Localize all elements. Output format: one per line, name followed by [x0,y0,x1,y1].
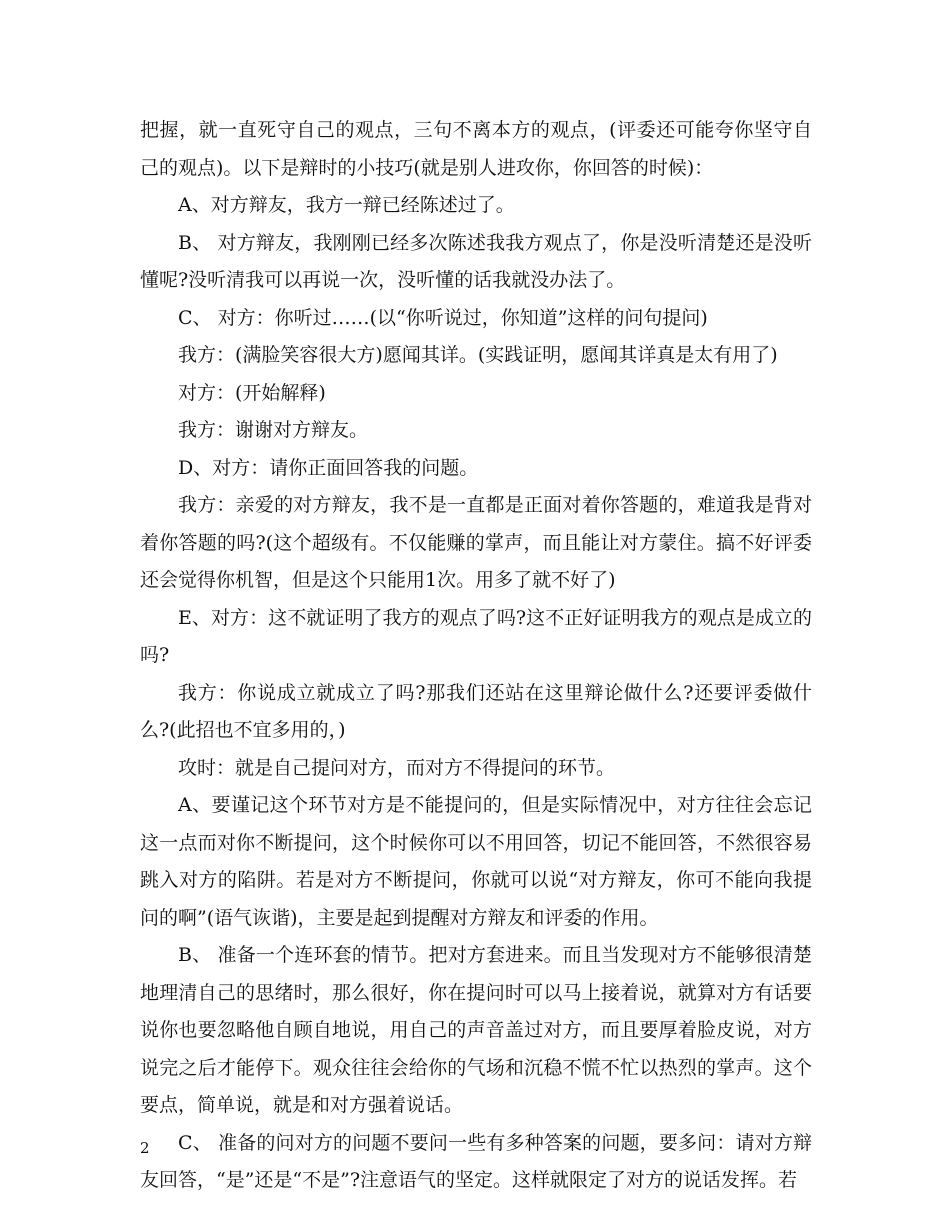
paragraph-tip-e: E、对方：这不就证明了我方的观点了吗?这不正好证明我方的观点是成立的吗? [140,606,812,666]
page-number: 2 [140,1139,150,1157]
paragraph-tip-c-thanks: 我方：谢谢对方辩友。 [178,419,369,441]
paragraph-attack-b: B、 准备一个连环套的情节。把对方套进来。而且当发现对方不能够很清楚地理清自己的思绪时，那么很好，你在提问时可以马上接着说，就算对方有话要说你也要忽略他自顾自地说，用自己的声音盖过对方，而且要厚着脸皮说，对方说完之后才能停下。观众往往会给你的气场和沉稳不慌不忙以热烈的掌声。这个要点，简单说，就是和对方强着说话。 [140,944,812,1116]
paragraph-attack-heading: 攻时：就是自己提问对方，而对方不得提问的环节。 [178,756,616,779]
paragraph-tip-e-reply: 我方：你说成立就成立了吗?那我们还站在这里辩论做什么?还要评委做什么?(此招也不宜多用的，) [140,681,812,741]
paragraph-tip-d-reply: 我方：亲爱的对方辩友，我不是一直都是正面对着你答题的，难道我是背对着你答题的吗?(这个超级有。不仅能赚的掌声，而且能让对方蒙住。搞不好评委还会觉得你机智，但是这个只能用1次。用多了就不好了) [140,494,812,591]
paragraph-attack-a: A、要谨记这个环节对方是不能提问的，但是实际情况中，对方往往会忘记这一点而对你不断提问，这个时候你可以不用回答，切记不能回答，不然很容易跳入对方的陷阱。若是对方不断提问，你就可以说“对方辩友，你可不能向我提问的啊”(语气诙谐)，主要是起到提醒对方辩友和评委的作用。 [140,794,812,929]
paragraph-intro: 把握，就一直死守自己的观点，三句不离本方的观点，(评委还可能夸你坚守自己的观点)。以下是辩时的小技巧(就是别人进攻你，你回答的时候)： [140,119,812,179]
body-text [140,112,812,1200]
paragraph-tip-c-opponent: 对方：(开始解释) [178,381,326,404]
paragraph-tip-a: A、对方辩友，我方一辩已经陈述过了。 [178,194,515,216]
paragraph-tip-b: B、 对方辩友，我刚刚已经多次陈述我我方观点了，你是没听清楚还是没听懂呢?没听清我可以再说一次，没听懂的话我就没办法了。 [140,231,812,291]
paragraph-tip-c-reply: 我方：(满脸笑容很大方)愿闻其详。(实践证明，愿闻其详真是太有用了) [178,344,778,366]
paragraph-tip-c: C、 对方：你听过……(以“你听说过，你知道”这样的问句提问) [178,306,708,329]
paragraph-tip-d: D、对方：请你正面回答我的问题。 [178,456,479,479]
paragraph-attack-c: C、 准备的问对方的问题不要问一些有多种答案的问题，要多问：请对方辩友回答，“是”还是“不是”?注意语气的坚定。这样就限定了对方的说话发挥。若 [140,1131,812,1191]
